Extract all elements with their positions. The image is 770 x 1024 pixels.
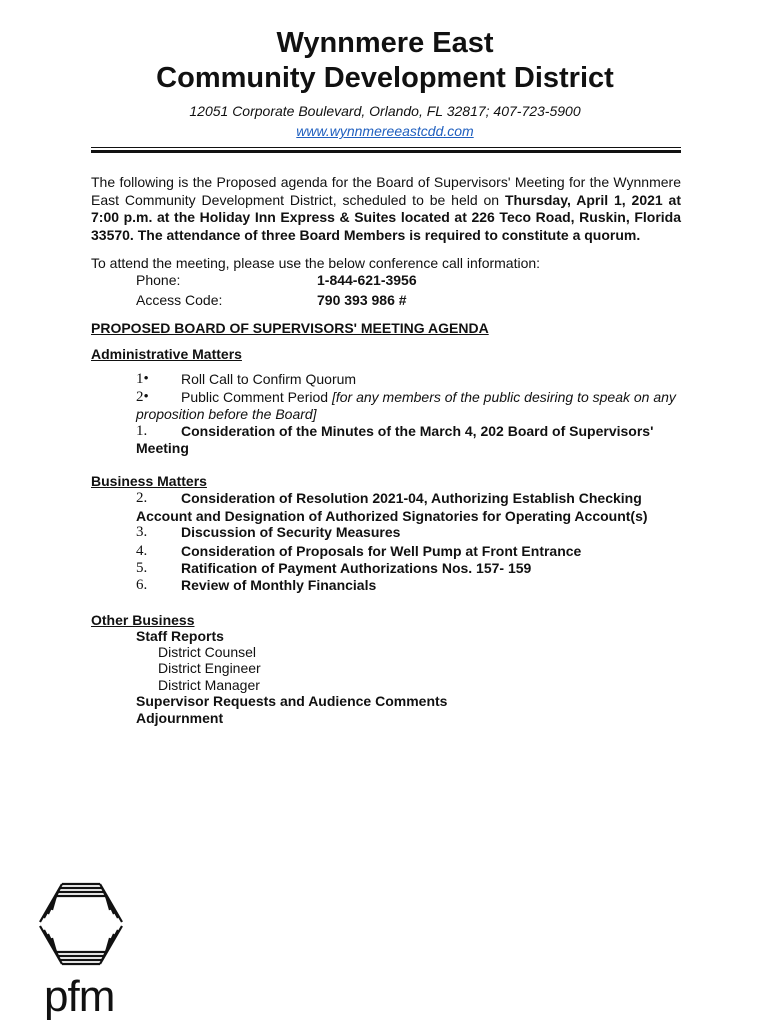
other-business-heading: Other Business [91,612,195,628]
admin-item-2-number: 2• [136,389,149,405]
pfm-logo-text: pfm [44,972,115,1021]
business-item-1-text: Consideration of Resolution 2021-04, Authorizing Establish Checking [181,490,642,506]
district-manager: District Manager [158,677,260,693]
meeting-details: Thursday, April 1, 2021 at 7:00 p.m. at the Holiday Inn Express & Suites located at 226 Teco Road, Ruskin, Florida 33570. The attendance of three Board Members is required to constitute a quorum. [91,191,681,243]
business-item-4-number: 5. [136,560,148,576]
header-divider-thick [91,150,681,153]
admin-item-3-text-cont: Meeting [136,440,189,456]
business-item-5-text: Review of Monthly Financials [181,577,377,593]
phone-value: 1-844-621-3956 [317,272,417,288]
business-item-2-number: 3. [136,524,148,540]
public-comment-note: [for any members of the public desiring to speak on any [331,389,676,405]
intro-text: The following is the Proposed agenda for the Board of Supervisors' Meeting for the Wynnmere East Community Development District, scheduled to be held on [91,174,681,208]
business-item-3-text: Consideration of Proposals for Well Pump at Front Entrance [181,543,582,559]
supervisor-requests: Supervisor Requests and Audience Comments [136,693,448,709]
agenda-heading: PROPOSED BOARD OF SUPERVISORS' MEETING AGENDA [91,320,489,336]
admin-item-2-text [181,389,676,406]
district-address: 12051 Corporate Boulevard, Orlando, FL 32817; 407-723-5900 [189,103,581,119]
public-comment-label: Public Comment Period [181,389,332,405]
website-link[interactable]: www.wynnmereeastcdd.com [296,123,474,139]
admin-item-3-number: 1. [136,423,148,439]
business-heading: Business Matters [91,473,207,489]
admin-item-3-text: Consideration of the Minutes of the March 4, 202 Board of Supervisors' [181,423,654,439]
intro-paragraph [91,174,681,244]
admin-item-1-number: 1• [136,371,149,387]
access-code-value: 790 393 986 # [317,292,407,308]
admin-item-1-text: Roll Call to Confirm Quorum [181,371,357,387]
pfm-logo-icon [38,878,124,970]
district-engineer: District Engineer [158,660,261,676]
website-link-wrap [0,123,770,139]
district-counsel: District Counsel [158,644,257,660]
business-item-5-number: 6. [136,577,148,593]
district-title-line2: Community Development District [156,62,614,94]
access-code-label: Access Code: [136,292,223,308]
business-item-1-number: 2. [136,490,148,506]
business-item-1-text-cont: Account and Designation of Authorized Signatories for Operating Account(s) [136,508,648,524]
administrative-heading: Administrative Matters [91,346,242,362]
staff-reports: Staff Reports [136,628,224,644]
business-item-2-text: Discussion of Security Measures [181,524,401,540]
business-item-3-number: 4. [136,543,148,559]
business-item-4-text: Ratification of Payment Authorizations Nos. 157- 159 [181,560,532,576]
phone-label: Phone: [136,272,181,288]
admin-item-2-note-cont: proposition before the Board] [136,406,317,422]
district-title-line1: Wynnmere East [276,27,494,59]
adjournment: Adjournment [136,710,224,726]
conference-intro: To attend the meeting, please use the below conference call information: [91,255,541,271]
header-divider-thin [91,147,681,148]
